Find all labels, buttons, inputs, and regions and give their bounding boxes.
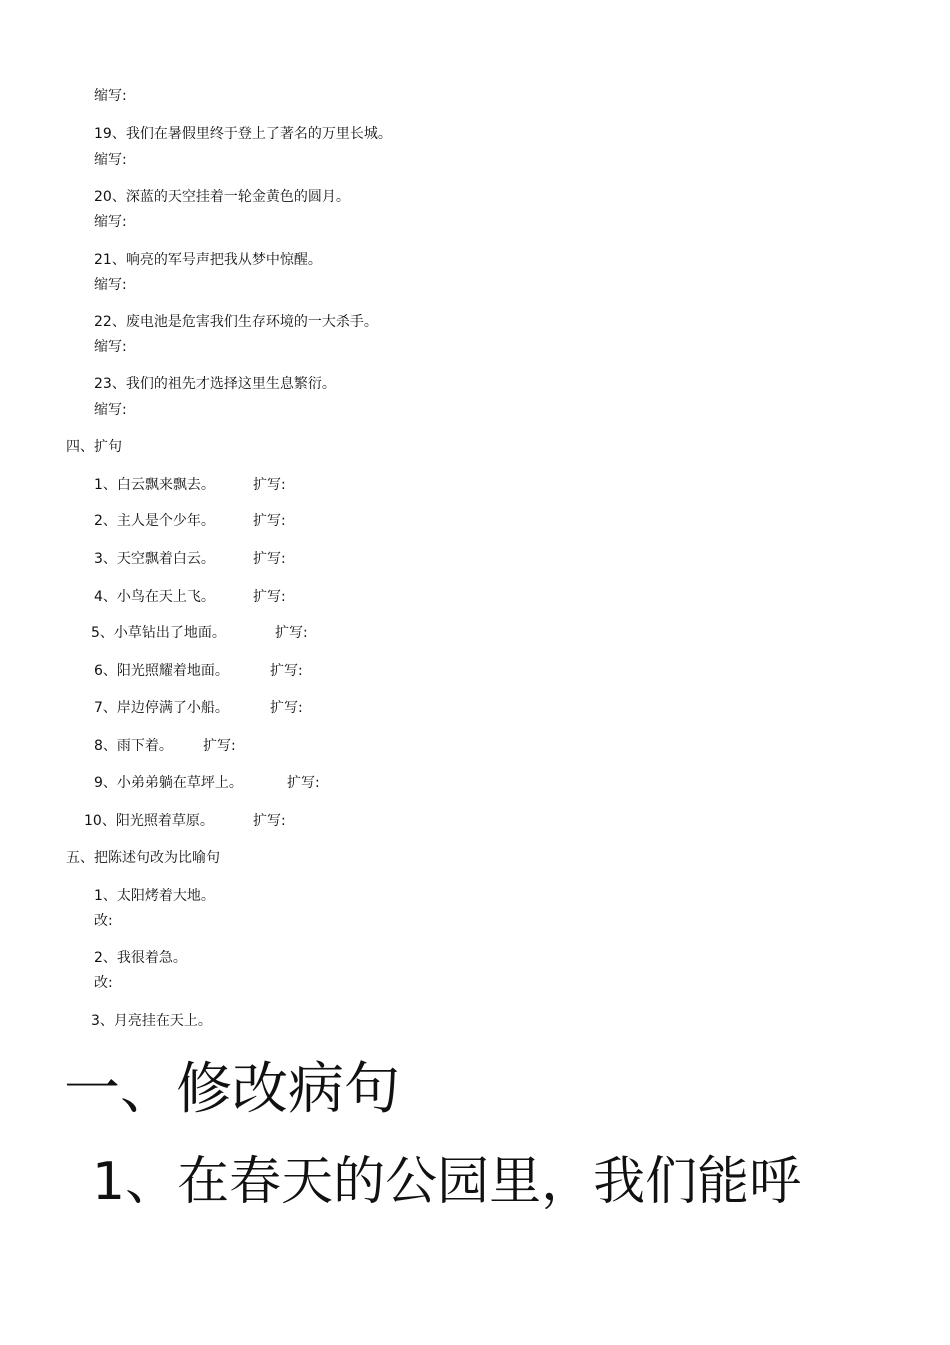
shrink-sentence-19: 19、我们在暑假里终于登上了著名的万里长城。 xyxy=(94,126,392,142)
expand-sentence: 4、小鸟在天上飞。 xyxy=(94,589,215,605)
expand-sentence: 2、主人是个少年。 xyxy=(94,513,215,529)
section-heading-simile: 五、把陈述句改为比喻句 xyxy=(66,850,220,866)
expand-label: 扩写: xyxy=(253,551,286,567)
expand-label: 扩写: xyxy=(253,477,286,493)
expand-sentence: 5、小草钻出了地面。 xyxy=(91,625,226,641)
expand-sentence: 1、白云飘来飘去。 xyxy=(94,477,215,493)
simile-sentence: 2、我很着急。 xyxy=(94,950,187,966)
expand-sentence: 7、岸边停满了小船。 xyxy=(94,700,229,716)
expand-label: 扩写: xyxy=(270,700,303,716)
expand-sentence: 3、天空飘着白云。 xyxy=(94,551,215,567)
shrink-label: 缩写: xyxy=(94,277,127,293)
expand-label: 扩写: xyxy=(287,775,320,791)
shrink-label: 缩写: xyxy=(94,402,127,418)
expand-label: 扩写: xyxy=(270,663,303,679)
shrink-label: 缩写: xyxy=(94,214,127,230)
expand-label: 扩写: xyxy=(253,513,286,529)
expand-sentence: 6、阳光照耀着地面。 xyxy=(94,663,229,679)
big-sentence-line: 1、在春天的公园里，我们能呼 xyxy=(92,1152,802,1212)
expand-label: 扩写: xyxy=(275,625,308,641)
section-heading-expand: 四、扩句 xyxy=(66,439,122,455)
shrink-label: 缩写: xyxy=(94,339,127,355)
expand-sentence: 8、雨下着。 xyxy=(94,738,173,754)
big-section-heading: 一、修改病句 xyxy=(64,1057,400,1122)
expand-label: 扩写: xyxy=(203,738,236,754)
simile-sentence: 1、太阳烤着大地。 xyxy=(94,888,215,904)
expand-sentence: 10、阳光照着草原。 xyxy=(84,813,214,829)
shrink-label: 缩写: xyxy=(94,152,127,168)
shrink-sentence-23: 23、我们的祖先才选择这里生息繁衍。 xyxy=(94,376,336,392)
expand-label: 扩写: xyxy=(253,813,286,829)
simile-sentence: 3、月亮挂在天上。 xyxy=(91,1013,212,1029)
expand-sentence: 9、小弟弟躺在草坪上。 xyxy=(94,775,243,791)
shrink-sentence-21: 21、响亮的军号声把我从梦中惊醒。 xyxy=(94,252,322,268)
simile-label: 改: xyxy=(94,913,113,929)
shrink-sentence-22: 22、废电池是危害我们生存环境的一大杀手。 xyxy=(94,314,378,330)
shrink-label: 缩写: xyxy=(94,88,127,104)
shrink-sentence-20: 20、深蓝的天空挂着一轮金黄色的圆月。 xyxy=(94,189,350,205)
simile-label: 改: xyxy=(94,975,113,991)
expand-label: 扩写: xyxy=(253,589,286,605)
